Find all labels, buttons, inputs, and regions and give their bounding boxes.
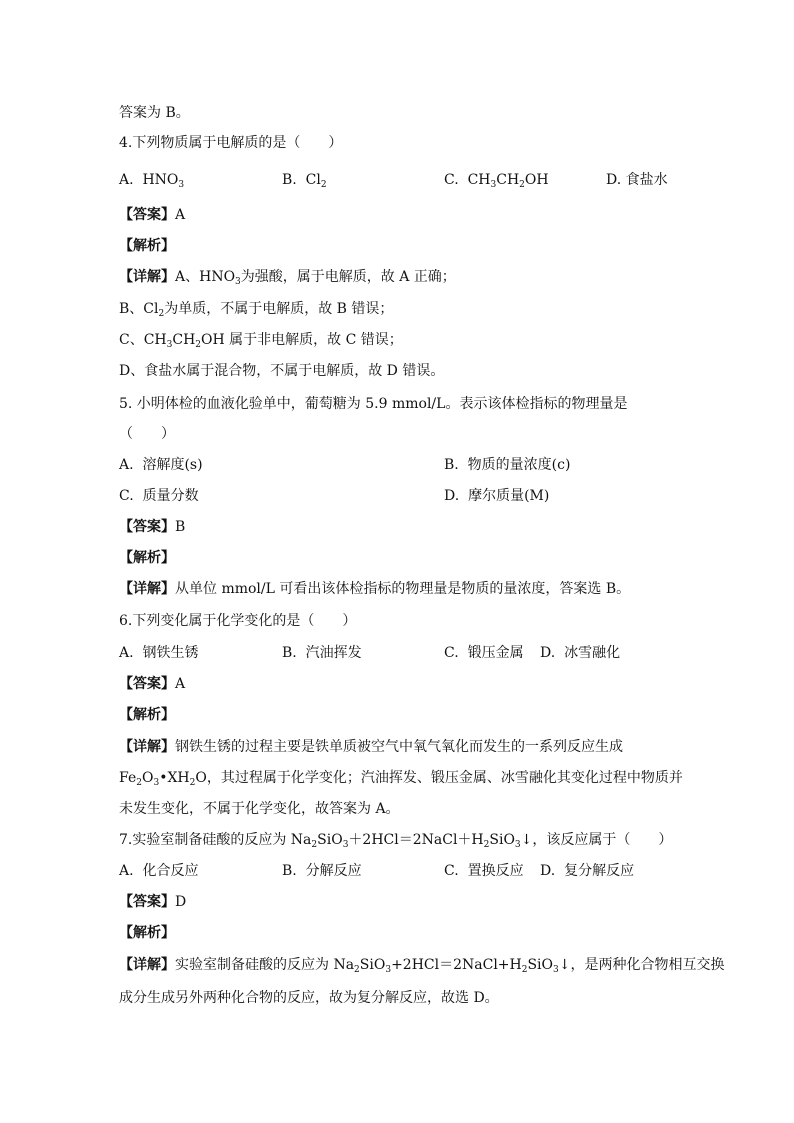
q4-analysis-tag: 【解析】 — [119, 238, 175, 254]
q6-option-a: A. 钢铁生锈 — [119, 645, 199, 661]
q4-option-c: C. $CH_3CH_2OH$ — [444, 172, 549, 190]
q4-detail-line-2: B、$Cl_2$为单质，不属于电解质，故 B 错误； — [119, 301, 394, 319]
q5-option-a: A. 溶解度(s) — [119, 457, 203, 473]
q7-detail-line-2: 成分生成另外两种化合物的反应，故为复分解反应，故选 D。 — [119, 990, 499, 1006]
q5-stem-line-2: （ ） — [119, 426, 175, 442]
q4-option-b: B. $Cl_2$ — [282, 172, 327, 190]
q5-analysis-tag: 【解析】 — [119, 550, 175, 566]
q4-answer: 【答案】A — [119, 207, 186, 223]
q7-detail-line-1: 【详解】实验室制备硅酸的反应为 $Na_2SiO_3+2HCl=2NaCl+H_2SiO_3↓$，是两种化合物相互交换 — [119, 957, 725, 975]
q6-detail-line-3: 未发生变化，不属于化学变化，故答案为 A。 — [119, 801, 400, 817]
q6-option-d: D. 冰雪融化 — [540, 645, 621, 661]
q6-analysis-tag: 【解析】 — [119, 707, 175, 723]
q7-stem: 7.实验室制备硅酸的反应为 $Na_2SiO_3+2HCl=2NaCl+H_2SiO_3↓$，该反应属于（ ） — [119, 832, 673, 850]
q7-answer: 【答案】D — [119, 894, 187, 910]
q4-detail-line-3: C、$CH_3CH_2OH$ 属于非电解质，故 C 错误； — [119, 332, 403, 350]
q5-detail: 【详解】从单位 mmol/L 可看出该体检指标的物理量是物质的量浓度，答案选 B。 — [119, 581, 631, 597]
q7-option-a: A. 化合反应 — [119, 863, 199, 879]
q7-analysis-tag: 【解析】 — [119, 925, 175, 941]
q7-option-c: C. 置换反应 — [444, 863, 524, 879]
q6-answer: 【答案】A — [119, 676, 186, 692]
q5-option-b: B. 物质的量浓度(c) — [444, 457, 571, 473]
q6-option-c: C. 锻压金属 — [444, 645, 524, 661]
q5-answer: 【答案】B — [119, 519, 186, 535]
q4-detail-line-1: 【详解】A、$HNO_3$为强酸，属于电解质，故 A 正确； — [119, 269, 456, 287]
q6-detail-line-2: $Fe_2O_3•XH_2O$，其过程属于化学变化；汽油挥发、锻压金属、冰雪融化其变化过程中物质并 — [119, 770, 683, 788]
previous-answer-line: 答案为 B。 — [119, 105, 190, 121]
q5-stem-line-1: 5. 小明体检的血液化验单中，葡萄糖为 5.9 mmol/L。表示该体检指标的物理量是 — [119, 396, 628, 412]
q7-option-d: D. 复分解反应 — [540, 863, 635, 879]
q7-option-b: B. 分解反应 — [282, 863, 362, 879]
q4-option-a: A. $HNO_3$ — [119, 172, 185, 190]
q6-option-b: B. 汽油挥发 — [282, 645, 362, 661]
q5-option-d: D. 摩尔质量(M) — [444, 488, 550, 504]
q5-option-c: C. 质量分数 — [119, 488, 199, 504]
q4-detail-line-4: D、食盐水属于混合物，不属于电解质，故 D 错误。 — [119, 363, 445, 379]
q6-stem: 6.下列变化属于化学变化的是（ ） — [119, 613, 357, 629]
q4-option-d: D. 食盐水 — [606, 172, 668, 188]
q4-stem: 4.下列物质属于电解质的是（ ） — [119, 135, 343, 151]
q6-detail-line-1: 【详解】钢铁生锈的过程主要是铁单质被空气中氧气氧化而发生的一系列反应生成 — [119, 739, 623, 755]
